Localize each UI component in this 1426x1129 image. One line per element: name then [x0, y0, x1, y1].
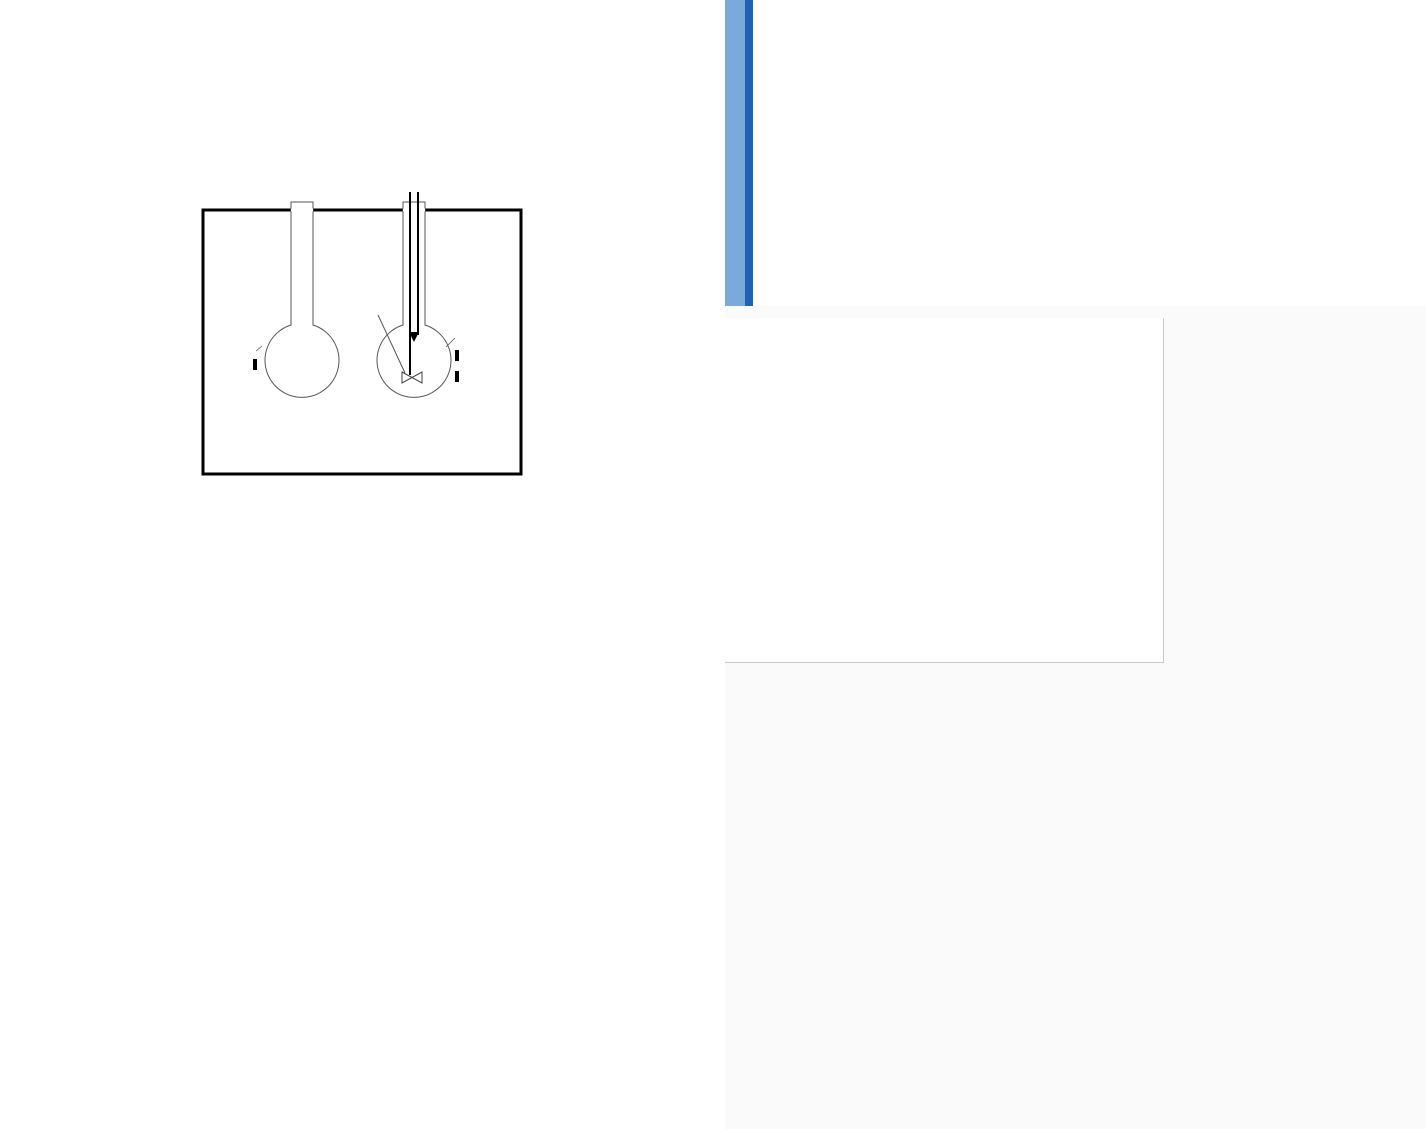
figure-2-chart: [195, 798, 535, 1098]
calorimeter-box: [203, 210, 521, 474]
figure-1-diagram: [198, 170, 528, 480]
sample-cell-flask: [377, 202, 451, 397]
calibration-heater-block: [455, 371, 459, 382]
answer-panel: [725, 318, 1164, 663]
passage-body: [7, 501, 719, 512]
pane-divider[interactable]: [725, 0, 745, 306]
pane-divider-accent: [745, 0, 753, 306]
feedback-heater-block: [455, 350, 459, 361]
reference-heater-block: [253, 359, 257, 370]
reference-cell-flask: [265, 202, 339, 397]
